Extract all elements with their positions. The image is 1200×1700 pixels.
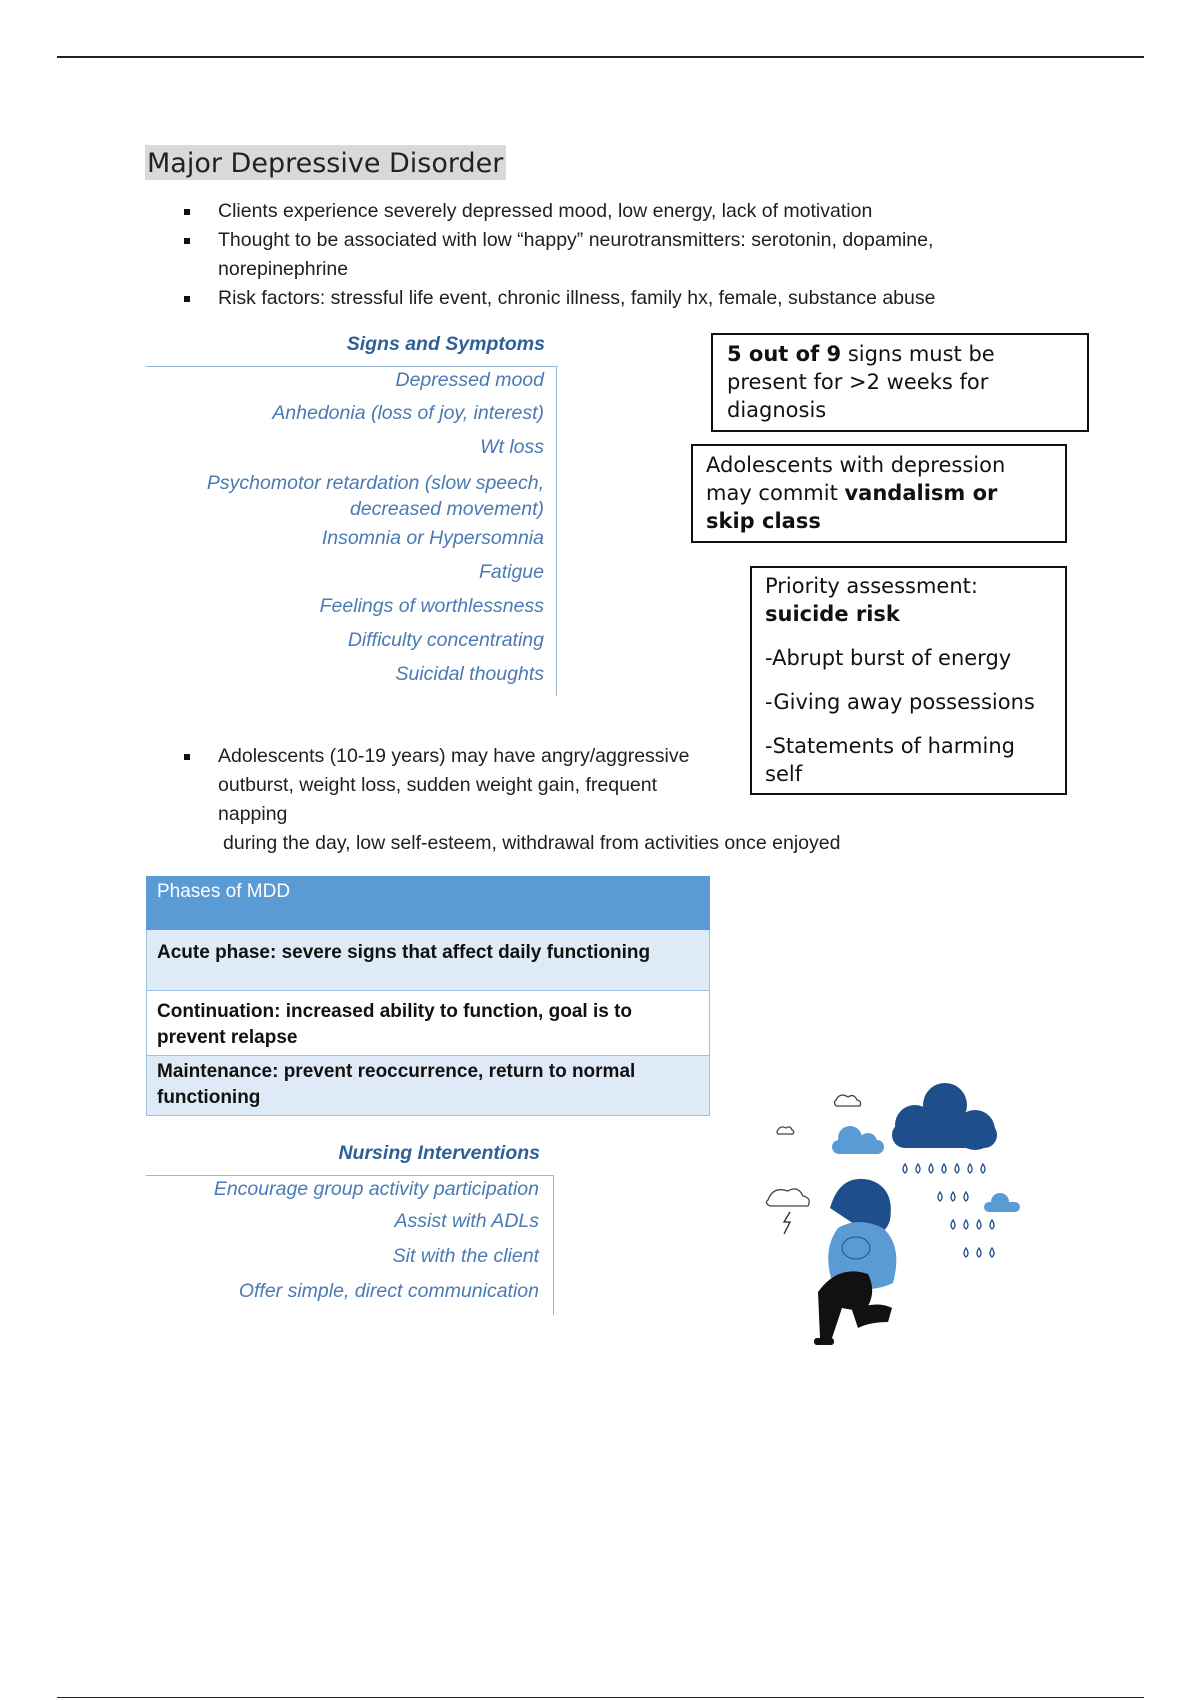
sitting-person-icon: [814, 1179, 896, 1345]
signs-symptoms-vertical-rule: [556, 366, 557, 696]
raindrops-icon: [903, 1164, 994, 1257]
symptom-item: Psychomotor retardation (slow speech,: [206, 472, 544, 494]
adolescent-note-line1: Adolescents (10-19 years) may have angry/aggressive outburst, weight loss, sudden weight gain, frequent napping: [182, 742, 718, 829]
intervention-item: Sit with the client: [392, 1245, 539, 1267]
priority-item: -Statements of harming self: [765, 734, 1015, 786]
phases-table: [146, 876, 710, 1116]
depressed-person-illustration: [760, 1060, 1040, 1360]
intervention-item: Encourage group activity participation: [213, 1178, 539, 1200]
priority-bold: suicide risk: [765, 602, 900, 626]
phase-row: Acute phase: severe signs that affect daily functioning: [147, 930, 710, 991]
symptom-item: Wt loss: [480, 436, 544, 458]
signs-symptoms-heading: Signs and Symptoms: [346, 333, 545, 355]
nursing-vertical-rule: [553, 1175, 554, 1315]
page-title: Major Depressive Disorder: [145, 145, 506, 180]
adolescent-behavior-callout: [691, 444, 1067, 543]
intro-bullet: Risk factors: stressful life event, chronic illness, family hx, female, substance abuse: [182, 284, 1002, 313]
symptom-item: decreased movement): [349, 498, 544, 520]
symptom-item: Anhedonia (loss of joy, interest): [272, 402, 544, 424]
intro-bullet: Thought to be associated with low “happy” neurotransmitters: serotonin, dopamine, norepinephrine: [182, 226, 1002, 284]
phases-header: Phases of MDD: [147, 877, 710, 930]
intro-bullet-list: [182, 197, 1002, 313]
symptom-item: Feelings of worthlessness: [319, 595, 544, 617]
criteria-bold: 5 out of 9: [727, 342, 842, 366]
adolescent-callout-text: Adolescents with depression may commit: [706, 453, 1006, 505]
adolescent-note-line2: during the day, low self-esteem, withdrawal from activities once enjoyed: [223, 832, 841, 854]
diagnosis-criteria-callout: [711, 333, 1089, 432]
bottom-rule: [57, 1697, 1144, 1698]
priority-item: -Abrupt burst of energy: [765, 646, 1012, 670]
symptom-item: Depressed mood: [395, 369, 544, 391]
phase-row: Maintenance: prevent reoccurrence, return to normal functioning: [147, 1056, 710, 1116]
intervention-item: Offer simple, direct communication: [238, 1280, 539, 1302]
large-cloud-icon: [892, 1083, 997, 1150]
top-rule: [57, 56, 1144, 58]
symptom-item: Fatigue: [478, 561, 544, 583]
intervention-item: Assist with ADLs: [394, 1210, 539, 1232]
symptom-item: Insomnia or Hypersomnia: [321, 527, 544, 549]
adolescent-note: [182, 742, 942, 858]
criteria-text: signs must be present for >2 weeks for diagnosis: [727, 342, 995, 422]
symptom-item: Difficulty concentrating: [347, 629, 544, 651]
priority-item: -Giving away possessions: [765, 690, 1035, 714]
intro-bullet: Clients experience severely depressed mood, low energy, lack of motivation: [182, 197, 1002, 226]
adolescent-callout-bold: vandalism or skip class: [706, 481, 998, 533]
nursing-interventions-heading: Nursing Interventions: [338, 1142, 540, 1164]
phase-row: Continuation: increased ability to function, goal is to prevent relapse: [147, 991, 710, 1056]
symptom-item: Suicidal thoughts: [395, 663, 544, 685]
priority-label: Priority assessment:: [765, 574, 978, 598]
